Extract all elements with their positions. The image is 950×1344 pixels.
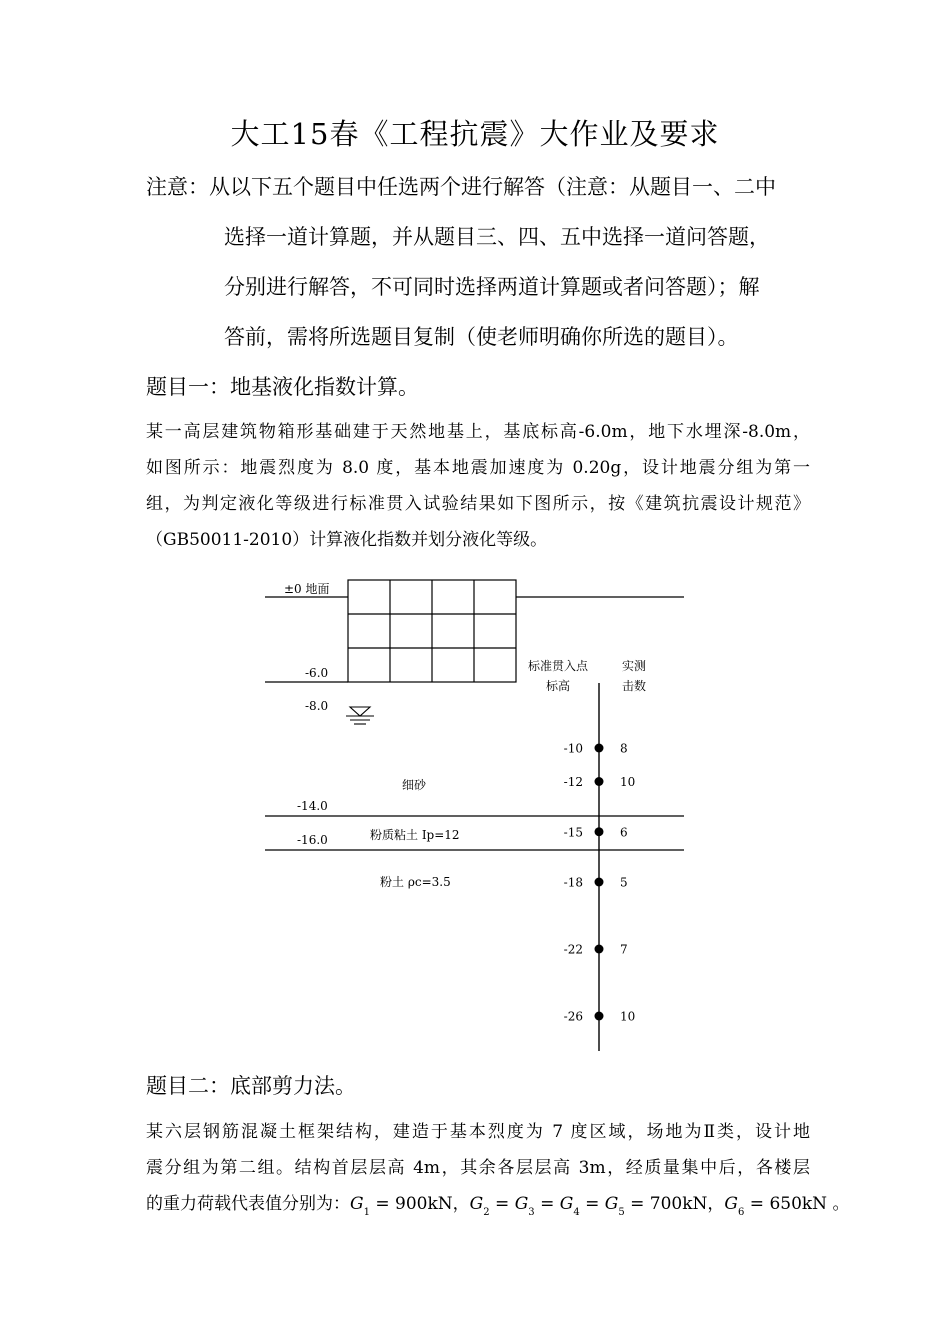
soil-label-silt: 粉土 ρc=3.5: [380, 875, 451, 889]
spt-elevation-header-1: 标准贯入点: [527, 659, 589, 673]
g2-5-value: 700kN: [649, 1194, 708, 1214]
spt-count-header-1: 实测: [621, 659, 647, 673]
soil-label-fine-sand: 细砂: [402, 778, 427, 792]
water-table-label: -8.0: [305, 699, 329, 713]
comma: ，: [707, 1194, 725, 1214]
spt-count-2: 10: [620, 775, 636, 789]
spt-elevation-2: -12: [563, 775, 583, 789]
g6-value: 650kN: [769, 1194, 828, 1214]
g-sub: 6: [738, 1207, 745, 1218]
spt-point-6: [595, 1012, 604, 1021]
q2-line-2: 震分组为第二组。结构首层层高 4m，其余各层层高 3m，经质量集中后，各楼层: [146, 1158, 810, 1178]
notice-line-2: 选择一道计算题，并从题目三、四、五中选择一道问答题，: [224, 225, 770, 249]
box-foundation: [348, 580, 516, 682]
spt-point-5: [595, 945, 604, 954]
g-symbol: G: [514, 1194, 529, 1214]
g-symbol: G: [350, 1194, 364, 1214]
q2-line-3-prefix: 的重力荷载代表值分别为：: [146, 1194, 350, 1214]
comma: ，: [452, 1194, 470, 1214]
spt-elevation-1: -10: [563, 741, 583, 756]
spt-point-4: [595, 878, 604, 887]
g-sub: 2: [483, 1207, 490, 1218]
soil-label-silty-clay: 粉质粘土 Ip=12: [370, 828, 460, 842]
spt-point-3: [595, 827, 604, 836]
spt-elevation-4: -18: [563, 875, 583, 890]
base-elevation-label: -6.0: [305, 666, 329, 680]
g-symbol: G: [604, 1194, 619, 1214]
g-sub: 1: [363, 1207, 370, 1218]
spt-elevation-5: -22: [563, 942, 583, 957]
g-sub: 3: [528, 1207, 535, 1218]
layer-depth-label-1: -14.0: [297, 799, 328, 813]
q2-line-3: [146, 1186, 850, 1231]
q1-line-2: 如图所示：地震烈度为 8.0 度，基本地震加速度为 0.20g，设计地震分组为第一: [146, 458, 810, 478]
document-title: 大工15春《工程抗震》大作业及要求: [230, 117, 720, 151]
g1-value: 900kN: [395, 1194, 453, 1214]
layer-depth-label-2: -16.0: [297, 833, 328, 847]
spt-count-5: 7: [620, 942, 628, 957]
q1-line-3: 组，为判定液化等级进行标准贯入试验结果如下图所示，按《建筑抗震设计规范》: [146, 494, 810, 514]
q1-line-4: （GB50011-2010）计算液化指数并划分液化等级。: [146, 530, 548, 550]
eq: =: [495, 1194, 510, 1214]
g-symbol: G: [469, 1194, 484, 1214]
notice-line-4: 答前，需将所选题目复制（使老师明确你所选的题目）。: [224, 325, 739, 349]
q1-line-1: 某一高层建筑物箱形基础建于天然地基上，基底标高-6.0m，地下水埋深-8.0m，: [146, 422, 810, 442]
spt-count-1: 8: [620, 741, 628, 756]
spt-elevation-6: -26: [563, 1009, 583, 1024]
g-sub: 4: [573, 1207, 580, 1218]
spt-elevation-3: -15: [563, 825, 583, 840]
spt-count-6: 10: [620, 1009, 636, 1024]
ground-label: ±0 地面: [284, 582, 330, 596]
question-2-heading: 题目二：底部剪力法。: [146, 1074, 356, 1098]
eq: =: [375, 1194, 390, 1214]
q2-line-1: 某六层钢筋混凝土框架结构，建造于基本烈度为 7 度区域，场地为Ⅱ类，设计地: [146, 1122, 810, 1142]
water-table-icon: [346, 707, 374, 724]
g-symbol: G: [724, 1194, 738, 1214]
g-sub: 5: [618, 1207, 625, 1218]
spt-point-2: [595, 777, 604, 786]
spt-count-4: 5: [620, 875, 628, 890]
spt-point-1: [595, 744, 604, 753]
spt-count-3: 6: [620, 825, 628, 840]
g-symbol: G: [559, 1194, 574, 1214]
notice-line-1: 注意：从以下五个题目中任选两个进行解答（注意：从题目一、二中: [146, 175, 776, 199]
eq: =: [630, 1194, 645, 1214]
eq: =: [749, 1194, 765, 1214]
notice-line-3: 分别进行解答，不可同时选择两道计算题或者问答题）；解: [224, 275, 760, 299]
question-1-heading: 题目一：地基液化指数计算。: [146, 375, 419, 399]
eq: =: [585, 1194, 600, 1214]
spt-count-header-2: 击数: [621, 679, 647, 693]
question-2-body: [146, 1114, 850, 1231]
period: 。: [832, 1194, 850, 1214]
spt-elevation-header-2: 标高: [545, 679, 571, 693]
eq: =: [540, 1194, 555, 1214]
